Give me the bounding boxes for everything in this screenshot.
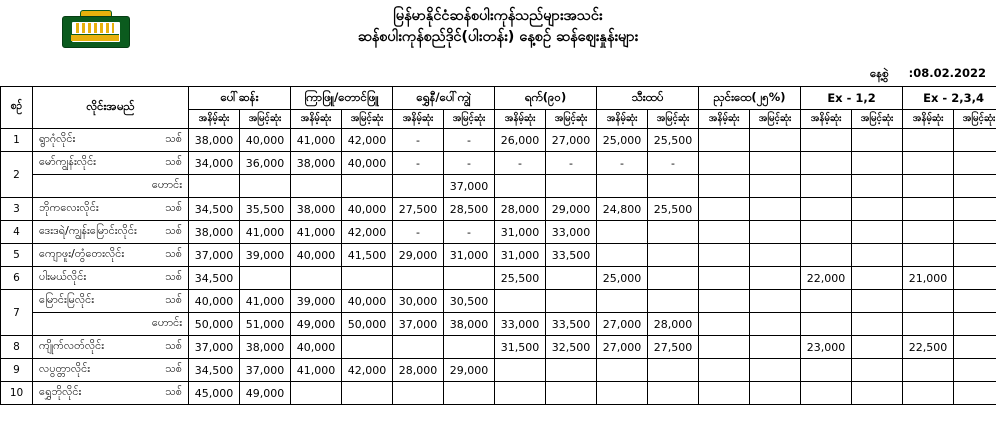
price-cell <box>801 290 852 313</box>
price-cell: 27,000 <box>597 336 648 359</box>
sub-high-3: အမြင့်ဆုံး <box>546 110 597 129</box>
table-row <box>1 359 996 382</box>
sub-high-4: အမြင့်ဆုံး <box>648 110 699 129</box>
table-row <box>1 244 996 267</box>
price-cell <box>954 313 996 336</box>
price-cell: 38,000 <box>189 129 240 152</box>
title-line-2: ဆန်စပါးကုန်စည်ဒိုင်(ပါးတန်း) နေ့စဉ် ဆန်ဈေးနှုန်းများ <box>357 29 639 45</box>
price-cell: 50,000 <box>342 313 393 336</box>
table-row <box>1 152 996 175</box>
price-cell <box>852 221 903 244</box>
price-cell <box>852 313 903 336</box>
price-cell <box>699 359 750 382</box>
row-kind-label: သစ် <box>165 201 182 214</box>
price-cell <box>954 221 996 244</box>
price-cell <box>597 290 648 313</box>
price-cell <box>750 290 801 313</box>
price-cell: 41,000 <box>291 359 342 382</box>
price-cell: 25,000 <box>597 267 648 290</box>
col-group-6: Ex - 1,2 <box>801 87 903 110</box>
price-cell <box>903 152 954 175</box>
price-cell <box>495 175 546 198</box>
price-cell: 33,000 <box>546 221 597 244</box>
row-name-label: ရွှေဘိုလိုင်း <box>39 385 82 398</box>
sub-high-2: အမြင့်ဆုံး <box>444 110 495 129</box>
col-group-3: ရက်(၉၀) <box>495 87 597 110</box>
price-cell: 41,500 <box>342 244 393 267</box>
table-row <box>1 290 996 313</box>
price-cell <box>393 175 444 198</box>
price-cell: - <box>444 221 495 244</box>
price-cell <box>393 336 444 359</box>
price-cell <box>750 221 801 244</box>
price-cell <box>801 221 852 244</box>
price-cell: 40,000 <box>291 244 342 267</box>
price-cell <box>852 175 903 198</box>
row-name-label: ကျိုက်လတ်လိုင်း <box>39 339 105 352</box>
price-cell <box>750 267 801 290</box>
row-kind-label: သစ် <box>165 132 182 145</box>
sub-low-0: အနိမ့်ဆုံး <box>189 110 240 129</box>
row-name-cell <box>33 382 189 405</box>
sub-low-4: အနိမ့်ဆုံး <box>597 110 648 129</box>
price-cell <box>597 359 648 382</box>
price-cell <box>750 152 801 175</box>
price-cell <box>903 175 954 198</box>
price-cell <box>342 267 393 290</box>
row-number: 4 <box>1 221 33 244</box>
price-table <box>0 86 996 405</box>
price-cell: 40,000 <box>189 290 240 313</box>
table-row <box>1 198 996 221</box>
table-row <box>1 336 996 359</box>
price-cell <box>954 336 996 359</box>
price-cell: 37,000 <box>189 336 240 359</box>
price-cell <box>546 290 597 313</box>
price-cell <box>801 359 852 382</box>
row-kind-label: သစ် <box>165 270 182 283</box>
price-cell <box>699 267 750 290</box>
price-cell: - <box>444 129 495 152</box>
row-number: 6 <box>1 267 33 290</box>
price-cell <box>954 382 996 405</box>
price-cell <box>801 244 852 267</box>
price-cell: 45,000 <box>189 382 240 405</box>
price-cell: 38,000 <box>240 336 291 359</box>
logo-container <box>0 6 190 52</box>
price-cell <box>648 175 699 198</box>
price-cell <box>903 221 954 244</box>
price-cell: 27,500 <box>648 336 699 359</box>
price-cell <box>801 198 852 221</box>
price-cell <box>393 382 444 405</box>
price-cell <box>801 382 852 405</box>
price-cell: 49,000 <box>240 382 291 405</box>
price-cell <box>342 336 393 359</box>
table-row <box>1 129 996 152</box>
price-cell <box>240 175 291 198</box>
price-cell <box>495 290 546 313</box>
col-group-5: ညှင်းထေ(၂၅%) <box>699 87 801 110</box>
row-number: 8 <box>1 336 33 359</box>
row-name-cell <box>33 336 189 359</box>
price-cell <box>240 267 291 290</box>
price-cell: 29,000 <box>444 359 495 382</box>
price-cell: 28,000 <box>495 198 546 221</box>
price-cell: 25,500 <box>648 129 699 152</box>
price-cell <box>750 129 801 152</box>
price-cell <box>903 313 954 336</box>
table-body <box>1 129 996 405</box>
price-cell: 33,000 <box>495 313 546 336</box>
row-name-cell <box>33 152 189 175</box>
row-name-cell <box>33 313 189 336</box>
price-cell <box>903 382 954 405</box>
price-cell <box>852 267 903 290</box>
price-cell <box>546 267 597 290</box>
price-cell <box>954 267 996 290</box>
price-cell: 38,000 <box>444 313 495 336</box>
row-name-label: ဘိုကလေးလိုင်း <box>39 201 99 214</box>
table-row <box>1 313 996 336</box>
sub-low-3: အနိမ့်ဆုံး <box>495 110 546 129</box>
price-cell <box>291 175 342 198</box>
price-cell <box>699 221 750 244</box>
price-cell <box>546 359 597 382</box>
price-cell <box>495 359 546 382</box>
row-kind-label: ဟောင်း <box>151 316 182 329</box>
price-cell <box>801 152 852 175</box>
price-cell <box>444 382 495 405</box>
price-cell: 41,000 <box>240 221 291 244</box>
price-cell <box>903 129 954 152</box>
price-cell <box>852 359 903 382</box>
sub-low-7: အနိမ့်ဆုံး <box>903 110 954 129</box>
col-group-4: သီးထပ် <box>597 87 699 110</box>
row-kind-label: သစ် <box>165 339 182 352</box>
price-cell: 39,000 <box>240 244 291 267</box>
row-name-cell <box>33 129 189 152</box>
price-cell <box>648 221 699 244</box>
price-cell <box>342 382 393 405</box>
row-name-label: လပွတ္တာလိုင်း <box>39 362 91 375</box>
association-logo-icon <box>62 10 128 52</box>
price-cell: 38,000 <box>291 152 342 175</box>
price-cell: 22,000 <box>801 267 852 290</box>
price-cell: 25,500 <box>495 267 546 290</box>
price-cell <box>648 290 699 313</box>
price-cell <box>903 244 954 267</box>
price-cell <box>444 336 495 359</box>
row-name-cell <box>33 198 189 221</box>
page-header <box>0 0 996 66</box>
price-cell: 27,500 <box>393 198 444 221</box>
sub-low-1: အနိမ့်ဆုံး <box>291 110 342 129</box>
price-cell <box>903 290 954 313</box>
row-name-label: ရွာဂုံလိုင်း <box>39 132 76 145</box>
price-cell: - <box>648 152 699 175</box>
sub-low-2: အနိမ့်ဆုံး <box>393 110 444 129</box>
price-cell: 33,500 <box>546 313 597 336</box>
price-cell: 29,000 <box>546 198 597 221</box>
price-cell <box>954 152 996 175</box>
sub-low-6: အနိမ့်ဆုံး <box>801 110 852 129</box>
price-cell <box>801 175 852 198</box>
row-kind-label: သစ် <box>165 362 182 375</box>
col-group-1: ကြာဖြူ/တောင်ဖြူ <box>291 87 393 110</box>
price-cell <box>597 221 648 244</box>
price-cell <box>801 129 852 152</box>
price-cell: 38,000 <box>189 221 240 244</box>
price-cell <box>852 290 903 313</box>
price-cell: 24,800 <box>597 198 648 221</box>
price-cell: 30,500 <box>444 290 495 313</box>
price-cell <box>648 382 699 405</box>
price-cell: 27,000 <box>546 129 597 152</box>
row-name-cell <box>33 175 189 198</box>
price-cell: 37,000 <box>240 359 291 382</box>
price-cell: - <box>495 152 546 175</box>
price-cell <box>750 244 801 267</box>
sub-high-0: အမြင့်ဆုံး <box>240 110 291 129</box>
price-cell: 49,000 <box>291 313 342 336</box>
price-cell <box>648 244 699 267</box>
price-cell <box>393 267 444 290</box>
price-cell <box>852 382 903 405</box>
price-cell: 27,000 <box>597 313 648 336</box>
row-number: 1 <box>1 129 33 152</box>
price-cell: 34,500 <box>189 267 240 290</box>
sub-high-6: အမြင့်ဆုံး <box>852 110 903 129</box>
table-header-row-groups <box>1 87 996 110</box>
price-cell <box>546 175 597 198</box>
row-name-cell <box>33 221 189 244</box>
price-cell: 31,000 <box>495 221 546 244</box>
price-cell: 41,000 <box>291 129 342 152</box>
price-cell <box>189 175 240 198</box>
price-cell <box>699 175 750 198</box>
price-cell <box>699 336 750 359</box>
row-kind-label: သစ် <box>165 293 182 306</box>
price-cell: 40,000 <box>342 152 393 175</box>
row-name-cell <box>33 359 189 382</box>
price-cell: 32,500 <box>546 336 597 359</box>
price-cell: - <box>393 129 444 152</box>
price-cell <box>750 198 801 221</box>
table-row <box>1 382 996 405</box>
price-cell <box>291 382 342 405</box>
row-number: 3 <box>1 198 33 221</box>
col-group-2: ရွှေနီ/ပေါ်ကျွဲ <box>393 87 495 110</box>
price-cell: 31,500 <box>495 336 546 359</box>
row-name-label: ဒေးဒရဲ/ကျွန်းမြောင်းလိုင်း <box>39 224 137 237</box>
price-cell: 40,000 <box>342 290 393 313</box>
sub-low-5: အနိမ့်ဆုံး <box>699 110 750 129</box>
price-cell <box>699 129 750 152</box>
price-cell <box>597 382 648 405</box>
price-cell: 42,000 <box>342 129 393 152</box>
row-number: 10 <box>1 382 33 405</box>
price-cell <box>648 359 699 382</box>
price-cell: 37,000 <box>189 244 240 267</box>
price-cell: 29,000 <box>393 244 444 267</box>
price-cell <box>597 175 648 198</box>
row-name-cell <box>33 244 189 267</box>
price-cell: 28,000 <box>393 359 444 382</box>
price-cell: - <box>546 152 597 175</box>
price-cell <box>750 175 801 198</box>
price-cell: - <box>597 152 648 175</box>
price-cell <box>699 198 750 221</box>
price-cell <box>750 382 801 405</box>
price-cell <box>954 198 996 221</box>
row-kind-label: သစ် <box>165 247 182 260</box>
price-cell: - <box>393 221 444 244</box>
price-cell <box>954 129 996 152</box>
price-cell <box>699 244 750 267</box>
col-group-7: Ex - 2,3,4 <box>903 87 996 110</box>
price-cell <box>852 129 903 152</box>
row-name-label: ကျောဖူး/တွံတေးလိုင်း <box>39 247 125 260</box>
title-line-1: မြန်မာနိုင်ငံဆန်စပါးကုန်သည်များအသင်း <box>393 8 603 24</box>
price-cell: 22,500 <box>903 336 954 359</box>
row-number: 5 <box>1 244 33 267</box>
price-cell: 33,500 <box>546 244 597 267</box>
price-cell: 40,000 <box>342 198 393 221</box>
price-cell: 40,000 <box>291 336 342 359</box>
price-cell <box>903 359 954 382</box>
price-cell: 38,000 <box>291 198 342 221</box>
price-cell: - <box>393 152 444 175</box>
row-number: 2 <box>1 152 33 198</box>
price-cell <box>954 175 996 198</box>
price-cell: 23,000 <box>801 336 852 359</box>
price-cell: 34,000 <box>189 152 240 175</box>
price-cell: 26,000 <box>495 129 546 152</box>
price-cell: 30,000 <box>393 290 444 313</box>
price-cell <box>699 382 750 405</box>
price-cell: 28,500 <box>444 198 495 221</box>
date-label: နေ့စွဲ :08.02.2022 <box>869 66 986 80</box>
row-kind-label: သစ် <box>165 155 182 168</box>
price-cell <box>444 267 495 290</box>
col-header-no: စဉ် <box>1 87 33 129</box>
price-cell <box>546 382 597 405</box>
price-cell: 36,000 <box>240 152 291 175</box>
price-cell: 34,500 <box>189 198 240 221</box>
price-cell <box>750 336 801 359</box>
sub-high-7: အမြင့်ဆုံး <box>954 110 996 129</box>
price-cell <box>903 198 954 221</box>
price-cell <box>954 359 996 382</box>
price-cell: 37,000 <box>393 313 444 336</box>
price-cell: 40,000 <box>240 129 291 152</box>
price-cell <box>801 313 852 336</box>
price-cell: 25,500 <box>648 198 699 221</box>
page-title <box>190 6 806 48</box>
price-cell: 42,000 <box>342 221 393 244</box>
row-number: 7 <box>1 290 33 336</box>
row-name-label: ပါးမယ်လိုင်း <box>39 270 87 283</box>
row-name-label: မြောင်းမြလိုင်း <box>39 293 95 306</box>
price-cell: 34,500 <box>189 359 240 382</box>
row-name-cell <box>33 290 189 313</box>
price-cell: 25,000 <box>597 129 648 152</box>
price-cell: 39,000 <box>291 290 342 313</box>
price-cell <box>699 313 750 336</box>
row-kind-label: ဟောင်း <box>151 178 182 191</box>
price-cell <box>750 313 801 336</box>
sub-high-1: အမြင့်ဆုံး <box>342 110 393 129</box>
price-cell: 35,500 <box>240 198 291 221</box>
row-name-label: မော်ကျွန်းလိုင်း <box>39 155 96 168</box>
price-cell: 31,000 <box>444 244 495 267</box>
price-cell: 50,000 <box>189 313 240 336</box>
price-cell <box>342 175 393 198</box>
price-cell <box>648 267 699 290</box>
price-cell: 41,000 <box>291 221 342 244</box>
price-cell: 51,000 <box>240 313 291 336</box>
price-cell: 31,000 <box>495 244 546 267</box>
row-kind-label: သစ် <box>165 224 182 237</box>
price-cell: 42,000 <box>342 359 393 382</box>
price-cell <box>852 244 903 267</box>
row-number: 9 <box>1 359 33 382</box>
price-cell <box>699 152 750 175</box>
price-cell <box>852 336 903 359</box>
price-cell: - <box>444 152 495 175</box>
row-kind-label: သစ် <box>165 385 182 398</box>
price-cell: 41,000 <box>240 290 291 313</box>
col-group-0: ပေါ်ဆန်း <box>189 87 291 110</box>
col-header-name: လိုင်းအမည် <box>33 87 189 129</box>
price-cell: 37,000 <box>444 175 495 198</box>
price-cell <box>750 359 801 382</box>
price-cell: 28,000 <box>648 313 699 336</box>
price-cell <box>495 382 546 405</box>
sub-high-5: အမြင့်ဆုံး <box>750 110 801 129</box>
price-cell <box>954 244 996 267</box>
table-row <box>1 221 996 244</box>
price-cell <box>291 267 342 290</box>
price-cell <box>597 244 648 267</box>
date-row <box>0 66 996 86</box>
table-row <box>1 267 996 290</box>
price-cell: 21,000 <box>903 267 954 290</box>
table-row <box>1 175 996 198</box>
price-cell <box>852 198 903 221</box>
price-cell <box>954 290 996 313</box>
row-name-cell <box>33 267 189 290</box>
price-cell <box>852 152 903 175</box>
price-cell <box>699 290 750 313</box>
